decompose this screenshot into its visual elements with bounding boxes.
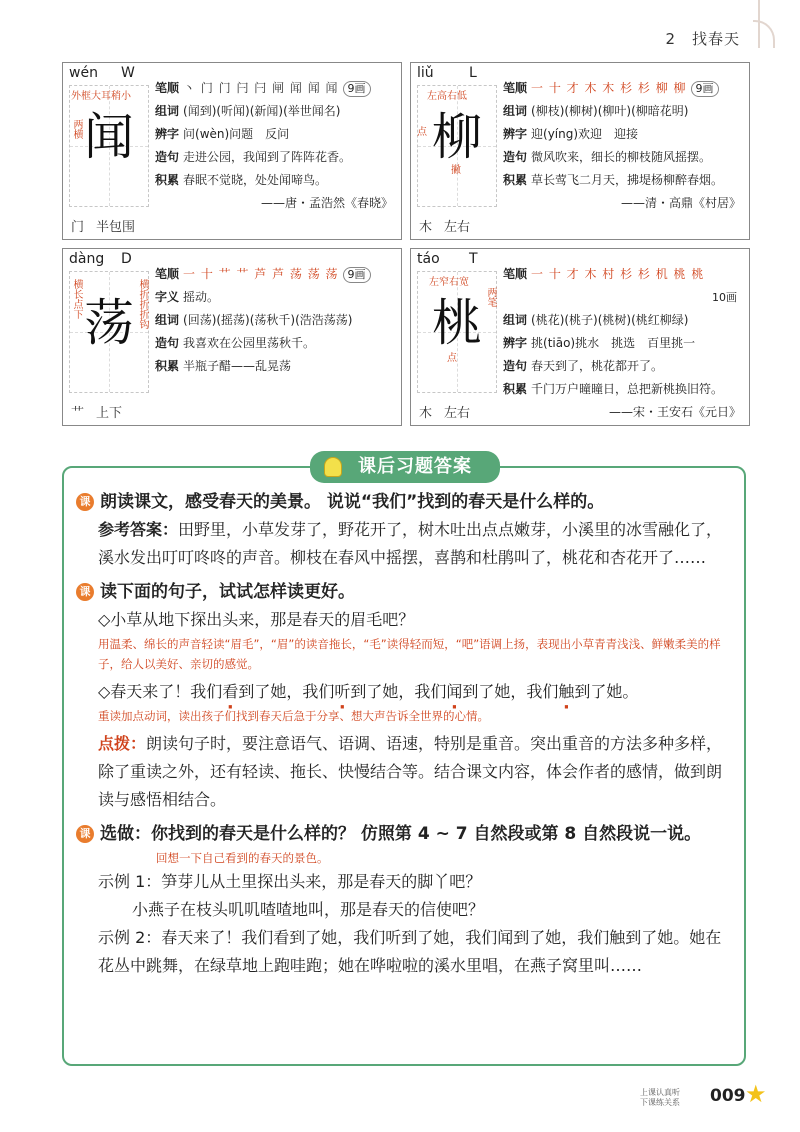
example-1a: 示例 1：笋芽儿从土里探出头来，那是春天的脚丫吧？ [98, 872, 482, 891]
card-body: 笔顺 一 十 才 木 木 杉 杉 柳 柳 9画 组词 (柳枝)(柳树)(柳叶)(柳暗花明) 辨字 迎(yíng)欢迎 迎接 造句 微风吹来，细长的柳枝随风摇摆。 积累 草长莺飞二月天，拂堤杨柳醉春烟。 ——清・高鼎《村居》 [503, 77, 741, 215]
card-letter: T [469, 251, 478, 267]
writing-hint: 横折折折钩 [137, 279, 148, 329]
citation: ——清・高鼎《村居》 [620, 196, 741, 210]
card-body: 笔顺 一 十 艹 艹 芦 芦 荡 荡 荡 9画 字义 摇动。 组词 (回荡)(摇荡)(荡秋千)(浩浩荡荡) 造句 我喜欢在公园里荡秋千。 积累 半瓶子醋——乱晃荡 [155, 263, 393, 378]
stroke-order: 一 十 才 木 村 杉 杉 机 桃 桃 [531, 267, 705, 281]
question-1: 课 朗读课文，感受春天的美景。 说说“我们”找到的春天是什么样的。 [76, 488, 736, 516]
stroke-count: 9画 [691, 81, 719, 97]
big-character: 荡 [84, 294, 134, 352]
answers-title-banner [310, 451, 500, 483]
big-character: 桃 [432, 294, 482, 352]
card-letter: W [121, 65, 135, 81]
answers-content [76, 488, 736, 980]
card-pinyin: wén [69, 65, 98, 81]
writing-hint: 外框大耳稍小 [71, 91, 131, 102]
character-structure: 木 左右 [419, 406, 471, 421]
writing-hint: 两笔 [485, 287, 496, 307]
writing-hint: 点 [417, 127, 427, 138]
stroke-order: 丶 门 门 闩 闩 闸 闻 闻 闻 [183, 81, 339, 95]
stroke-order: 一 十 艹 艹 芦 芦 荡 荡 荡 [183, 267, 339, 281]
writing-hint: 左窄右宽 [429, 277, 469, 288]
writing-hint: 左高右低 [427, 91, 467, 102]
character-card-tao [410, 248, 750, 426]
big-character: 闻 [84, 108, 134, 166]
corner-decoration-curve [753, 20, 775, 48]
page-number: 009 [710, 1086, 746, 1106]
citation: ——唐・孟浩然《春晓》 [260, 196, 393, 210]
card-letter: L [469, 65, 477, 81]
page-title: 2 找春天 [665, 30, 740, 48]
citation: ——宋・王安石《元日》 [608, 405, 741, 419]
footer-slogan: 上课认真听 下课练关系 [640, 1088, 680, 1107]
stroke-count: 10画 [712, 291, 737, 304]
card-pinyin: táo [417, 251, 440, 267]
lightbulb-icon [324, 457, 342, 477]
character-structure: 艹 上下 [71, 406, 123, 421]
card-pinyin: dàng [69, 251, 105, 267]
stroke-count: 9画 [343, 267, 371, 283]
sentence-2-note: 重读加点动词，读出孩子们找到春天后急于分享、想大声告诉全世界的心情。 [98, 709, 489, 723]
answers-title: 课后习题答案 [358, 456, 472, 477]
character-structure: 门 半包围 [71, 220, 136, 235]
answer-1: 参考答案：田野里，小草发芽了，野花开了，树木吐出点点嫩芽，小溪里的冰雪融化了，溪水发出叮叮咚咚的声音。柳枝在春风中摇摆，喜鹊和杜鹃叫了，桃花和杏花开了…… [98, 520, 723, 567]
character-structure: 木 左右 [419, 220, 471, 235]
card-body: 笔顺 一 十 才 木 村 杉 杉 机 桃 桃 10画 组词 (桃花)(桃子)(桃树)(桃红柳绿) 辨字 挑(tiāo)挑水 挑选 百里挑一 造句 春天到了，桃花都开了。 积累 千门万户曈曈日，总把新桃换旧符。 ——宋・王安石《元日》 [503, 263, 741, 424]
star-mascot-icon: ★ [745, 1080, 767, 1108]
stroke-order: 一 十 才 木 木 杉 杉 柳 柳 [531, 81, 687, 95]
character-card-dang [62, 248, 402, 426]
writing-hint: 横长点下 [71, 279, 82, 319]
card-body: 笔顺 丶 门 门 闩 闩 闸 闻 闻 闻 9画 组词 (闻到)(听闻)(新闻)(举世闻名) 辨字 问(wèn)问题 反问 造句 走进公园，我闻到了阵阵花香。 积累 春眠不觉晓，处处闻啼鸟。 ——唐・孟浩然《春晓》 [155, 77, 393, 215]
sentence-2: ◇春天来了！我们看到了她，我们听到了她，我们闻到了她，我们触到了她。 [98, 682, 639, 701]
question-icon: 课 [76, 583, 94, 601]
stroke-count: 9画 [343, 81, 371, 97]
sentence-1-note: 用温柔、绵长的声音轻读“眉毛”，“眉”的读音拖长，“毛”读得轻而短，“吧”语调上扬，表现出小草青青浅浅、鲜嫩柔美的样子，给人以美好、亲切的感觉。 [98, 637, 721, 671]
example-2: 示例 2：春天来了！我们看到了她，我们听到了她，我们闻到了她，我们触到了她。她在花丛中跳舞，在绿草地上跑哇跑；她在哗啦啦的溪水里唱，在燕子窝里叫…… [98, 928, 722, 975]
example-1b: 小燕子在枝头叽叽喳喳地叫，那是春天的信使吧？ [132, 900, 485, 919]
character-card-liu [410, 62, 750, 240]
question-3-note: 回想一下自己看到的春天的景色。 [156, 851, 329, 865]
question-3: 课 选做：你找到的春天是什么样的？ 仿照第 4 ~ 7 自然段或第 8 自然段说一说。 [76, 820, 736, 848]
writing-hint: 撇 [451, 165, 461, 176]
question-icon: 课 [76, 825, 94, 843]
big-character: 柳 [432, 108, 482, 166]
tip: 点拨：朗读句子时，要注意语气、语调、语速，特别是重音。突出重音的方法多种多样，除了重读之外，还有轻读、拖长、快慢结合等。结合课文内容，体会作者的感情，做到朗读与感悟相结合。 [98, 734, 723, 809]
character-card-wen [62, 62, 402, 240]
writing-hint: 点 [447, 353, 457, 364]
question-2: 课 读下面的句子，试试怎样读更好。 [76, 578, 736, 606]
card-pinyin: liǔ [417, 65, 434, 81]
question-icon: 课 [76, 493, 94, 511]
sentence-1: ◇小草从地下探出头来，那是春天的眉毛吧？ [98, 610, 415, 629]
card-letter: D [121, 251, 132, 267]
writing-hint: 两横 [71, 119, 82, 139]
